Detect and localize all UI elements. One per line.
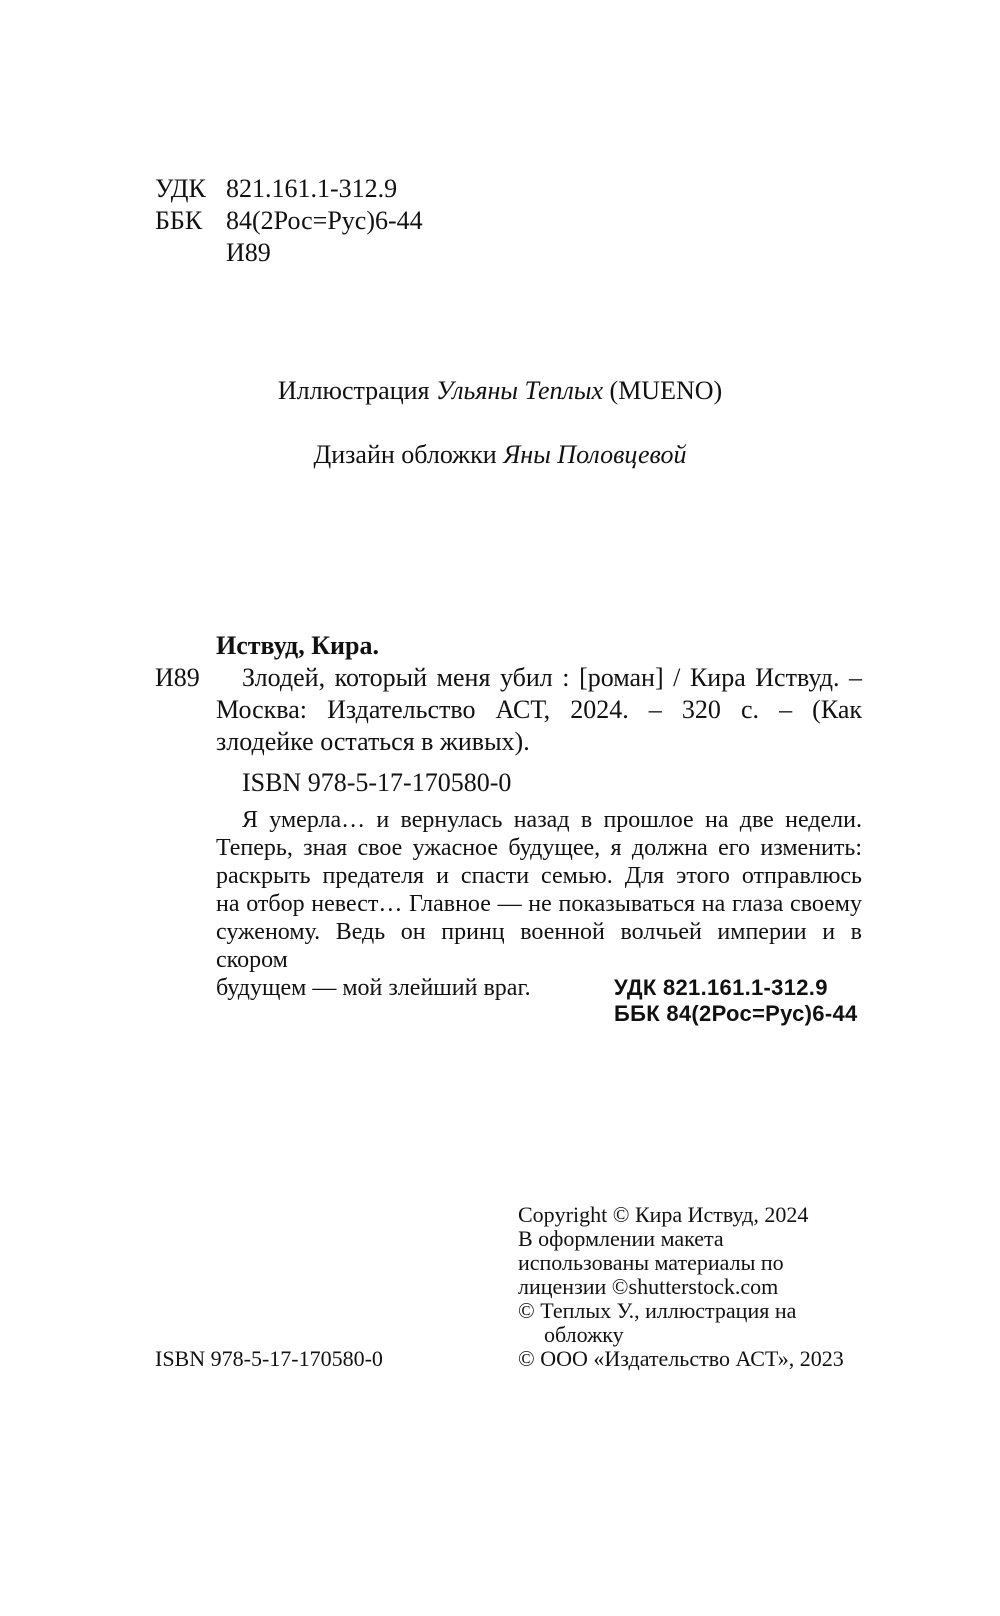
bib-title-line-3: злодейке остаться в живых).: [216, 727, 530, 756]
udk-row: [0, 172, 600, 206]
bib-title-line-1: Злодей, который меня убил : [роман] / Кира Иствуд. –: [242, 663, 862, 692]
bbk-label: ББК: [155, 206, 203, 235]
bib-mark: И89: [155, 663, 200, 692]
annotation-line: Я умерла… и вернулась назад в прошлое на две недели.: [242, 807, 862, 833]
bbk-value: 84(2Рос=Рус)6-44: [226, 206, 423, 235]
bib-isbn: ISBN 978-5-17-170580-0: [242, 768, 512, 797]
copyright-line: © Теплых У., иллюстрация на: [518, 1298, 797, 1323]
bib-udk: УДК 821.161.1-312.9: [614, 975, 828, 1000]
illustration-prefix: Иллюстрация: [277, 376, 430, 405]
illustration-suffix: (MUENO): [609, 376, 723, 405]
bbk-row: [0, 204, 600, 238]
bib-bbk: ББК 84(2Рос=Рус)6-44: [614, 1001, 858, 1026]
copyright-line: использованы материалы по: [518, 1250, 784, 1275]
copyright-line: © ООО «Издательство АСТ», 2023: [518, 1346, 844, 1371]
bib-title-line-2: Москва: Издательство АСТ, 2024. – 320 с. – (Как: [216, 695, 862, 724]
design-prefix: Дизайн обложки: [313, 440, 497, 469]
annotation-line: будущем — мой злейший враг.: [216, 975, 531, 1001]
author-mark: И89: [226, 238, 271, 267]
copyright-line: Copyright © Кира Иствуд, 2024: [518, 1202, 809, 1227]
annotation-line: суженому. Ведь он принц военной волчьей империи и в скором: [216, 919, 862, 973]
illustrator-name: Ульяны Теплых: [436, 376, 604, 405]
illustration-credit: [0, 374, 1000, 408]
designer-name: Яны Половцевой: [503, 440, 687, 469]
annotation-line: на отбор невест… Главное — не показываться на глаза своему: [216, 891, 862, 917]
bib-author: Иствуд, Кира.: [216, 631, 379, 660]
cover-design-credit: [0, 438, 1000, 472]
udk-value: 821.161.1-312.9: [226, 174, 398, 203]
udk-label: УДК: [155, 174, 206, 203]
copyright-block: [518, 1203, 844, 1371]
annotation-line: раскрыть предателя и спасти семью. Для этого отправлюсь: [216, 863, 862, 889]
author-mark-row: [0, 236, 600, 270]
copyright-line: лицензии ©shutterstock.com: [518, 1274, 779, 1299]
copyright-line: обложку: [544, 1322, 624, 1347]
copyright-line: В оформлении макета: [518, 1226, 724, 1251]
bottom-isbn: ISBN 978-5-17-170580-0: [155, 1346, 383, 1371]
annotation-line: Теперь, зная свое ужасное будущее, я должна его изменить:: [216, 835, 862, 861]
annotation: [216, 806, 862, 1002]
